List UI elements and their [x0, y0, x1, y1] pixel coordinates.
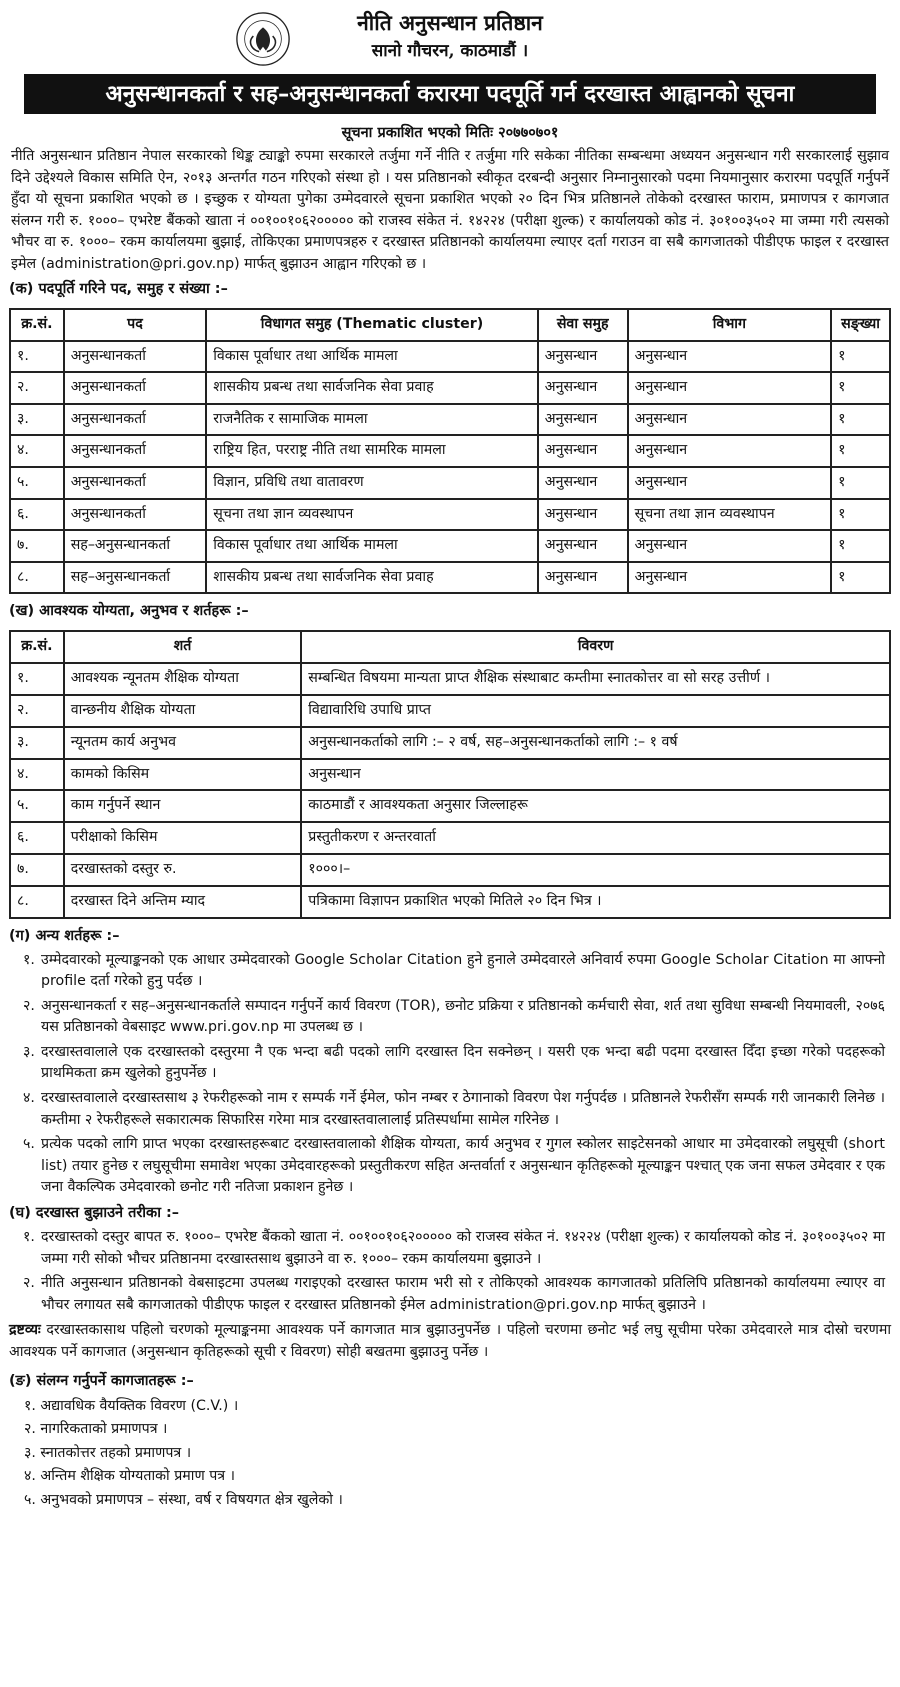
department-cell: अनुसन्धान	[628, 562, 831, 594]
table-header-row	[10, 631, 890, 663]
department-cell: अनुसन्धान	[628, 372, 831, 404]
position-cell: अनुसन्धानकर्ता	[64, 467, 207, 499]
count-cell: १	[831, 467, 890, 499]
details-cell: पत्रिकामा विज्ञापन प्रकाशित भएको मितिले २० दिन भित्र ।	[301, 886, 890, 918]
details-cell: १०००।–	[301, 854, 890, 886]
position-cell: अनुसन्धानकर्ता	[64, 372, 207, 404]
item-number: ३.	[23, 1043, 35, 1060]
department-cell: अनुसन्धान	[628, 467, 831, 499]
table-row	[10, 790, 890, 822]
department-cell: अनुसन्धान	[628, 404, 831, 436]
details-cell: अनुसन्धानकर्ताको लागि :– २ वर्ष, सह–अनुसन्धानकर्ताको लागि :– १ वर्ष	[301, 727, 890, 759]
list-item	[9, 950, 891, 993]
thematic-cluster-cell: राजनैतिक र सामाजिक मामला	[206, 404, 538, 436]
qualifications-table	[9, 630, 891, 918]
serial-number-cell: ६.	[10, 822, 64, 854]
serial-number-cell: २.	[10, 695, 64, 727]
item-number: ५.	[23, 1136, 35, 1153]
service-group-cell: अनुसन्धान	[538, 404, 628, 436]
serial-number-cell: १.	[10, 341, 64, 373]
table-row	[10, 467, 890, 499]
section-gha-heading: (घ) दरखास्त बुझाउने तरीका :–	[9, 1205, 180, 1222]
condition-cell: कामको किसिम	[64, 759, 302, 791]
count-cell: १	[831, 562, 890, 594]
section-ka-heading: (क) पदपूर्ति गरिने पद, समुह र संख्या :–	[9, 281, 228, 297]
thematic-cluster-cell: शासकीय प्रबन्ध तथा सार्वजनिक सेवा प्रवाह	[206, 562, 538, 594]
thematic-cluster-cell: विकास पूर्वाधार तथा आर्थिक मामला	[206, 341, 538, 373]
service-group-cell: अनुसन्धान	[538, 435, 628, 467]
item-number: ४.	[23, 1090, 35, 1107]
list-item	[9, 1088, 891, 1131]
serial-number-cell: ४.	[10, 435, 64, 467]
department-cell: सूचना तथा ज्ञान व्यवस्थापन	[628, 499, 831, 531]
thematic-cluster-cell: सूचना तथा ज्ञान व्यवस्थापन	[206, 499, 538, 531]
condition-cell: न्यूनतम कार्य अनुभव	[64, 727, 302, 759]
note-paragraph	[9, 1320, 891, 1363]
serial-number-cell: ५.	[10, 790, 64, 822]
service-group-cell: अनुसन्धान	[538, 499, 628, 531]
column-header: शर्त	[64, 631, 302, 663]
note-text: दरखास्तकासाथ पहिलो चरणको मूल्याङ्कनमा आवश्यक पर्ने कागजात मात्र बुझाउनुपर्नेछ । पहिलो चरणमा छनोट भई लघु सूचीमा परेका उमेदवारले मात्र दोस्रो चरणमा आवश्यक पर्ने कागजात (अनुसन्धान कृतिहरूको सूची र विवरण) सोही बखतमा बुझाउनु पर्नेछ ।	[9, 1322, 891, 1361]
table-row	[10, 530, 890, 562]
serial-number-cell: ७.	[10, 530, 64, 562]
item-text: अनुसन्धानकर्ता र सह–अनुसन्धानकर्ताले सम्पादन गर्नुपर्ने कार्य विवरण (TOR), छनोट प्रक्रिया र प्रतिष्ठानको कर्मचारी सेवा, शर्त तथा सुविधा सम्बन्धी नियमावली, २०७६ यस प्रतिष्ठानको वेबसाइट www.pri.gov.np मा उपलब्ध छ ।	[41, 997, 885, 1036]
details-cell: प्रस्तुतीकरण र अन्तरवार्ता	[301, 822, 890, 854]
department-cell: अनुसन्धान	[628, 341, 831, 373]
table-row	[10, 341, 890, 373]
pri-seal-icon	[234, 10, 292, 68]
item-text: उम्मेदवारको मूल्याङ्कनको एक आधार उम्मेदवारको Google Scholar Citation हुने हुनाले उम्मेदवारले अनिवार्य रुपमा Google Scholar Citation मा आफ्नो profile दर्ता गरेको हुनु पर्दछ ।	[41, 951, 885, 990]
count-cell: १	[831, 530, 890, 562]
position-cell: अनुसन्धानकर्ता	[64, 499, 207, 531]
service-group-cell: अनुसन्धान	[538, 372, 628, 404]
position-cell: अनुसन्धानकर्ता	[64, 404, 207, 436]
position-cell: अनुसन्धानकर्ता	[64, 341, 207, 373]
notice-header	[9, 8, 891, 72]
service-group-cell: अनुसन्धान	[538, 341, 628, 373]
document-item: २. नागरिकताको प्रमाणपत्र ।	[24, 1421, 168, 1438]
thematic-cluster-cell: राष्ट्रिय हित, परराष्ट्र नीति तथा सामरिक मामला	[206, 435, 538, 467]
table-row	[10, 562, 890, 594]
column-header: क्र.सं.	[10, 631, 64, 663]
table-row	[10, 663, 890, 695]
list-item	[9, 1042, 891, 1085]
item-text: दरखास्तवालाले एक दरखास्तको दस्तुरमा नै एक भन्दा बढी पदको लागि दरखास्त दिन सक्नेछन् । यसरी एक भन्दा बढी पदमा दरखास्त दिँदा इच्छा गरेको पदहरूको प्राथमिकता क्रम खुलेको हुनुपर्नेछ ।	[41, 1043, 885, 1082]
table-row	[10, 372, 890, 404]
count-cell: १	[831, 341, 890, 373]
list-item	[9, 1273, 891, 1316]
condition-cell: दरखास्त दिने अन्तिम म्याद	[64, 886, 302, 918]
item-text: दरखास्तवालाले दरखास्तसाथ ३ रेफरीहरूको नाम र सम्पर्क गर्ने ईमेल, फोन नम्बर र ठेगानाको विवरण पेश गर्नुपर्दछ । प्रतिष्ठानले रेफरीसँग सम्पर्क गरी जानकारी लिनेछ । कम्तीमा २ रेफरीहरूले सकारात्मक सिफारिस गरेमा मात्र दरखास्तवालालाई प्रतिस्पर्धामा सामेल गरिनेछ ।	[41, 1090, 885, 1128]
department-cell: अनुसन्धान	[628, 435, 831, 467]
organization-address: सानो गौचरन, काठमाडौं ।	[371, 41, 529, 61]
condition-cell: आवश्यक न्यूनतम शैक्षिक योग्यता	[64, 663, 302, 695]
item-number: २.	[23, 997, 35, 1014]
serial-number-cell: ८.	[10, 562, 64, 594]
table-row	[10, 854, 890, 886]
publish-date: सूचना प्रकाशित भएको मितिः २०७७०७०१	[341, 125, 559, 141]
table-row	[10, 695, 890, 727]
column-header: क्र.सं.	[10, 309, 64, 341]
thematic-cluster-cell: विज्ञान, प्रविधि तथा वातावरण	[206, 467, 538, 499]
item-text: नीति अनुसन्धान प्रतिष्ठानको वेबसाइटमा उपलब्ध गराइएको दरखास्त फाराम भरी सो र तोकिएको आवश्यक कागजातको प्रतिलिपि प्रतिष्ठानको कार्यालयमा ल्याएर वा भौचर लगायत सबै कागजातको पीडीएफ फाइल र दरखास्त प्रतिष्ठानको ईमेल administration@pri.gov.np मार्फत् बुझाउने ।	[41, 1275, 885, 1313]
column-header: विधागत समुह (Thematic cluster)	[206, 309, 538, 341]
notice-title-banner: अनुसन्धानकर्ता र सह–अनुसन्धानकर्ता करारमा पदपूर्ति गर्न दरखास्त आह्वानको सूचना	[24, 74, 876, 114]
document-item: ५. अनुभवको प्रमाणपत्र – संस्था, वर्ष र विषयगत क्षेत्र खुलेको ।	[24, 1491, 343, 1508]
position-cell: सह–अनुसन्धानकर्ता	[64, 530, 207, 562]
positions-table	[9, 308, 891, 594]
organization-name: नीति अनुसन्धान प्रतिष्ठान	[357, 10, 543, 35]
column-header: सेवा समुह	[538, 309, 628, 341]
column-header: पद	[64, 309, 207, 341]
item-number: १.	[23, 951, 35, 968]
list-item	[9, 1227, 891, 1270]
note-label: द्रष्टव्यः	[9, 1322, 41, 1339]
serial-number-cell: ६.	[10, 499, 64, 531]
serial-number-cell: ३.	[10, 404, 64, 436]
service-group-cell: अनुसन्धान	[538, 562, 628, 594]
serial-number-cell: ७.	[10, 854, 64, 886]
thematic-cluster-cell: शासकीय प्रबन्ध तथा सार्वजनिक सेवा प्रवाह	[206, 372, 538, 404]
table-row	[10, 886, 890, 918]
count-cell: १	[831, 404, 890, 436]
column-header: विवरण	[301, 631, 890, 663]
count-cell: १	[831, 372, 890, 404]
required-documents-list	[9, 1395, 891, 1513]
condition-cell: दरखास्तको दस्तुर रु.	[64, 854, 302, 886]
serial-number-cell: १.	[10, 663, 64, 695]
section-kha-heading: (ख) आवश्यक योग्यता, अनुभव र शर्तहरू :–	[9, 603, 249, 620]
table-row	[10, 822, 890, 854]
item-text: दरखास्तको दस्तुर बापत रु. १०००– एभरेष्ट बैंकको खाता नं. ००१००१०६२००००० को राजस्व संकेत नं. १४२२४ (परीक्षा शुल्क) र कार्यालयको कोड नं. ३०१००३५०२ मा जम्मा गरी सोको भौचर प्रतिष्ठानमा दरखास्तसाथ बुझाउने वा रु. १०००– रकम कार्यालयमा बुझाउने ।	[41, 1229, 885, 1267]
table-row	[10, 404, 890, 436]
list-item	[9, 996, 891, 1039]
intro-paragraph: नीति अनुसन्धान प्रतिष्ठान नेपाल सरकारको थिङ्क ट्याङ्को रुपमा सरकारले तर्जुमा गर्ने नीति र तर्जुमा गरि सकेका नीतिका सम्बन्धमा अध्ययन अनुसन्धान गरी सरकारलाई सुझाव दिने उद्देश्यले विकास समिति ऐन, २०१३ अन्तर्गत गठन गरिएको संस्था हो । यस प्रतिष्ठानको स्वीकृत दरबन्दी अनुसार निम्नानुसारको पदमा नियमानुसार करारमा पदपूर्ति गर्नुपर्ने हुँदा यो सूचना प्रकाशित भएको छ । इच्छुक र योग्यता पुगेका उम्मेदवारले सूचना प्रकाशित भएको २० दिन भित्र प्रतिष्ठानले तोकेको दरखास्त फाराम, प्रमाणपत्र र कागजात संलग्न गरी रु. १०००– एभरेष्ट बैंकको खाता नं ००१००१०६२००००० को राजस्व संकेत नं. १४२२४ (परीक्षा शुल्क) र कार्यालयको कोड नं. ३०१००३५०२ मा जम्मा गरी त्यसको भौचर वा रु. १०००– रकम कार्यालयमा बुझाई, तोकिएका प्रमाणपत्रहरु र दरखास्त प्रतिष्ठानको कार्यालयमा ल्याएर दर्ता गराउन वा सबै कागजातको पीडीएफ फाइल र दरखास्त इमेल (administration@pri.gov.np) मार्फत् बुझाउन आह्वान गरिएको छ ।	[11, 148, 889, 272]
document-item: १. अद्यावधिक वैयक्तिक विवरण (C.V.) ।	[24, 1397, 239, 1414]
table-row	[10, 759, 890, 791]
list-item	[9, 1134, 891, 1199]
details-cell: सम्बन्धित विषयमा मान्यता प्राप्त शैक्षिक संस्थाबाट कम्तीमा स्नातकोत्तर वा सो सरह उत्तीर्ण ।	[301, 663, 890, 695]
serial-number-cell: ४.	[10, 759, 64, 791]
table-header-row	[10, 309, 890, 341]
section-nga-heading: (ङ) संलग्न गर्नुपर्ने कागजातहरू :–	[9, 1372, 194, 1389]
serial-number-cell: ५.	[10, 467, 64, 499]
table-row	[10, 499, 890, 531]
table-row	[10, 727, 890, 759]
item-number: १.	[23, 1229, 35, 1246]
details-cell: काठमाडौं र आवश्यकता अनुसार जिल्लाहरू	[301, 790, 890, 822]
position-cell: अनुसन्धानकर्ता	[64, 435, 207, 467]
condition-cell: वान्छनीय शैक्षिक योग्यता	[64, 695, 302, 727]
document-item: ४. अन्तिम शैक्षिक योग्यताको प्रमाण पत्र ।	[24, 1468, 235, 1485]
condition-cell: काम गर्नुपर्ने स्थान	[64, 790, 302, 822]
serial-number-cell: ८.	[10, 886, 64, 918]
serial-number-cell: ३.	[10, 727, 64, 759]
service-group-cell: अनुसन्धान	[538, 530, 628, 562]
submission-method-list	[9, 1227, 891, 1316]
thematic-cluster-cell: विकास पूर्वाधार तथा आर्थिक मामला	[206, 530, 538, 562]
position-cell: सह–अनुसन्धानकर्ता	[64, 562, 207, 594]
count-cell: १	[831, 435, 890, 467]
details-cell: अनुसन्धान	[301, 759, 890, 791]
item-text: प्रत्येक पदको लागि प्राप्त भएका दरखास्तहरूबाट दरखास्तवालाको शैक्षिक योग्यता, कार्य अनुभव र गुगल स्कोलर साइटेसनको आधार मा उमेदवारको लघुसूची (short list) तयार हुनेछ र लघुसूचीमा समावेश भएका उमेदवारहरूको प्रस्तुतीकरण सहित अन्तर्वार्ता र अनुसन्धान कृतिहरूको मूल्याङ्कन पश्चात् एक जना सफल उमेदवार र एक जना वैकल्पिक उमेदवारको छनोट गरी नतिजा प्रकाशन हुनेछ ।	[41, 1136, 885, 1196]
serial-number-cell: २.	[10, 372, 64, 404]
document-item: ३. स्नातकोत्तर तहको प्रमाणपत्र ।	[24, 1444, 192, 1461]
service-group-cell: अनुसन्धान	[538, 467, 628, 499]
other-conditions-list	[9, 950, 891, 1200]
department-cell: अनुसन्धान	[628, 530, 831, 562]
item-number: २.	[23, 1275, 35, 1292]
details-cell: विद्यावारिधि उपाधि प्राप्त	[301, 695, 890, 727]
count-cell: १	[831, 499, 890, 531]
column-header: सङ्ख्या	[831, 309, 890, 341]
table-row	[10, 435, 890, 467]
section-ga-heading: (ग) अन्य शर्तहरू :–	[9, 927, 120, 944]
condition-cell: परीक्षाको किसिम	[64, 822, 302, 854]
column-header: विभाग	[628, 309, 831, 341]
